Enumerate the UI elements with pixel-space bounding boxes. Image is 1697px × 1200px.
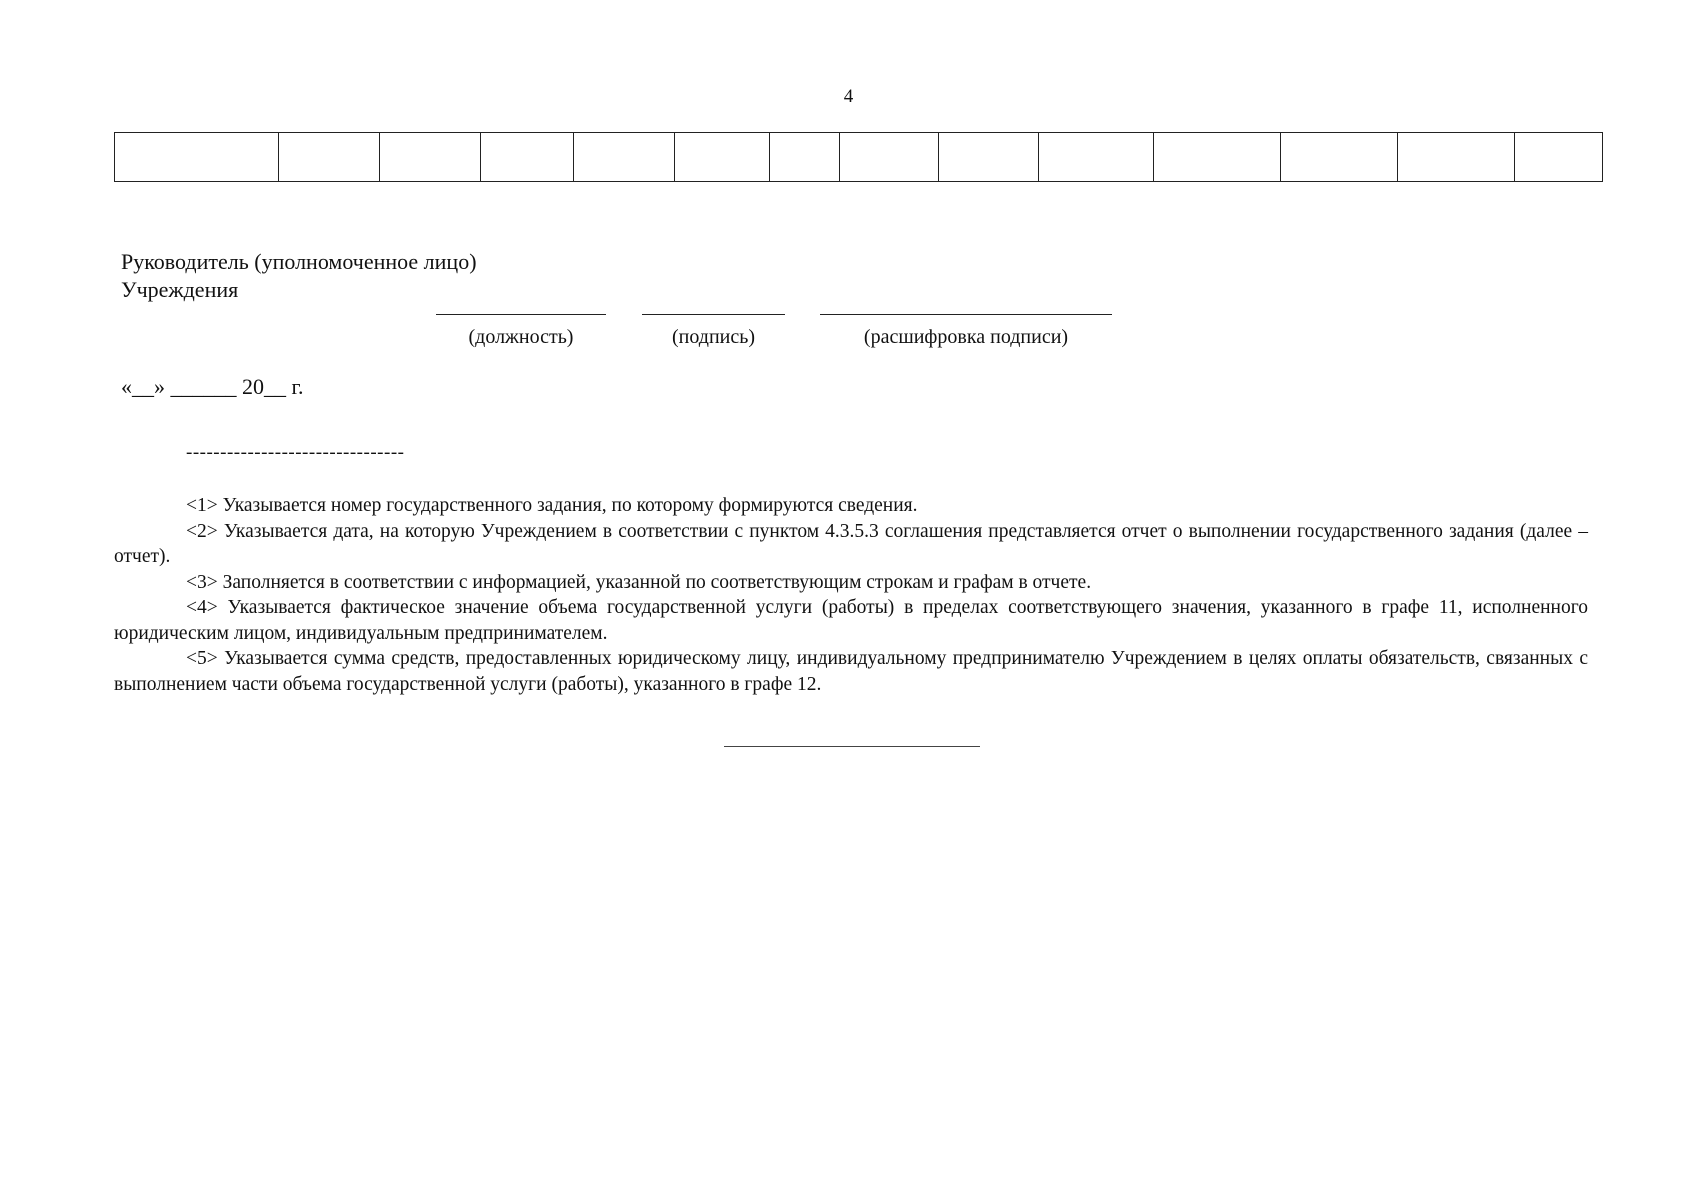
- footnote-1: <1> Указывается номер государственного задания, по которому формируются сведения.: [186, 495, 918, 516]
- table-cell: [380, 133, 481, 182]
- footnote-3: <3> Заполняется в соответствии с информацией, указанной по соответствующим строкам и графам в отчете.: [186, 571, 1092, 593]
- table-cell: [574, 133, 675, 182]
- decryption-caption: (расшифровка подписи): [863, 326, 1069, 348]
- signature-line: [642, 314, 785, 315]
- position-caption: (должность): [468, 326, 574, 348]
- table-cell: [1515, 133, 1603, 182]
- position-line: [436, 314, 606, 315]
- signatory-title: [121, 248, 477, 304]
- footnote-2: <2> Указывается дата, на которую Учреждением в соответствии с пунктом 4.3.5.3 соглашения представляется отчет о выполнении государственного задания (далее – отчет).: [114, 520, 1588, 567]
- table-cell: [1039, 133, 1154, 182]
- footnote-4: <4> Указывается фактическое значение объема государственной услуги (работы) в пределах соответствующего значения, указанного в графе 11, исполненного юридическим лицом, индивидуальным предпринимателем.: [114, 597, 1588, 644]
- decryption-line: [820, 314, 1112, 315]
- table-cell: [1281, 133, 1398, 182]
- footnotes: [114, 493, 1588, 697]
- date-line: «__» ______ 20__ г.: [121, 374, 304, 399]
- page-number: 4: [843, 86, 854, 107]
- table-cell: [1154, 133, 1281, 182]
- table-cell: [840, 133, 939, 182]
- signatory-title-line1: Руководитель (уполномоченное лицо): [121, 249, 477, 274]
- table-cell: [1398, 133, 1515, 182]
- table-row: [115, 133, 1603, 182]
- table-cell: [770, 133, 840, 182]
- table-cell: [675, 133, 770, 182]
- table-cell: [481, 133, 574, 182]
- table-cell: [939, 133, 1039, 182]
- signature-caption: (подпись): [671, 326, 756, 348]
- table-cell: [115, 133, 279, 182]
- table-cell: [279, 133, 380, 182]
- signatory-title-line2: Учреждения: [121, 277, 239, 302]
- data-table: [114, 132, 1603, 182]
- footnote-separator: --------------------------------: [186, 442, 405, 463]
- footnote-5: <5> Указывается сумма средств, предоставленных юридическому лицу, индивидуальному предпринимателю Учреждением в целях оплаты обязательств, связанных с выполнением части объема государственной услуги (работы), указанного в графе 12.: [114, 648, 1588, 695]
- end-rule: [724, 746, 980, 747]
